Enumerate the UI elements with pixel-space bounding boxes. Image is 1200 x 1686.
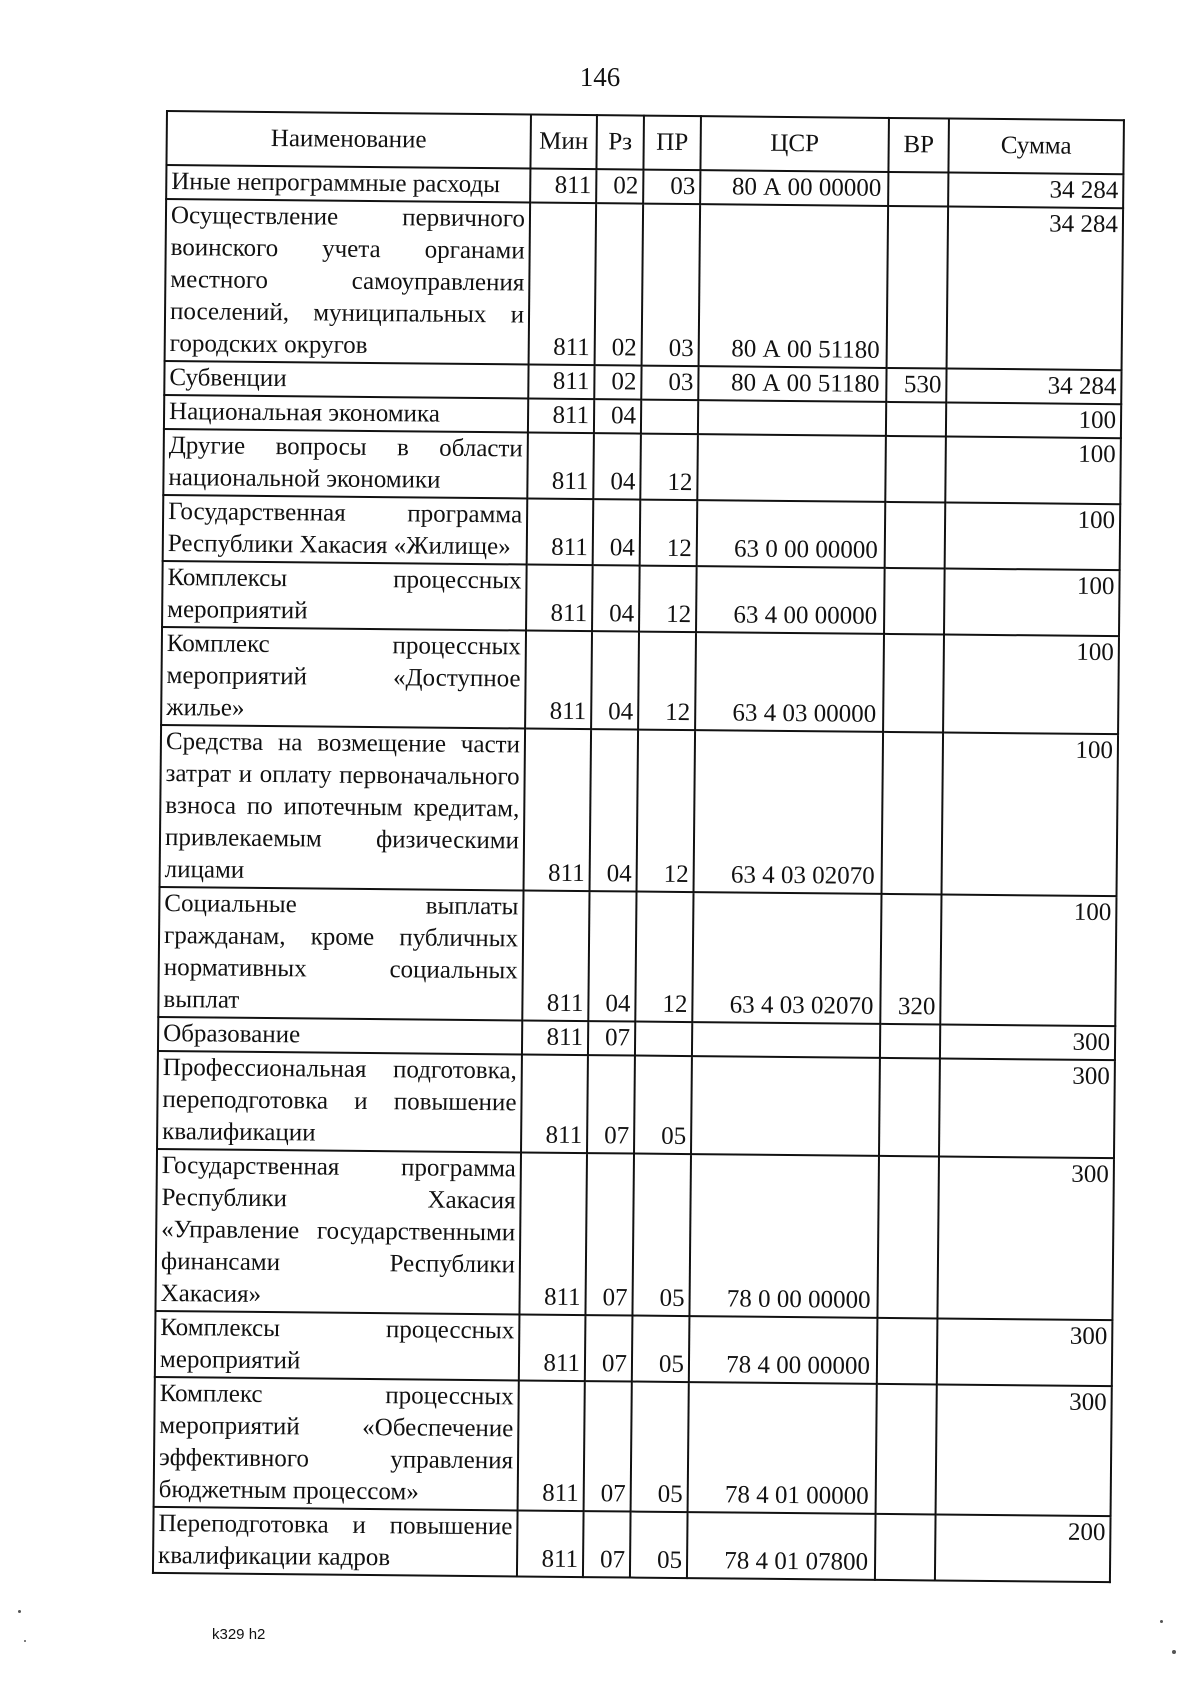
cell-name: Комплекс процессных мероприятий «Обеспечение эффективного управления бюджетным процессом» [154,1377,519,1510]
page-number: 146 [579,62,621,92]
cell-min: 811 [529,202,597,365]
cell-csr: 63 4 00 00000 [696,566,885,634]
cell-min: 811 [528,364,594,399]
cell-csr: 80 А 00 51180 [699,204,889,368]
cell-csr [697,434,886,502]
cell-vr: 320 [880,894,941,1025]
cell-name: Комплекс процессных мероприятий «Доступное жилье» [161,627,526,728]
cell-min: 811 [519,1152,587,1315]
cell-name: Переподготовка и повышение квалификации кадров [153,1507,518,1576]
scan-speck [1172,1650,1176,1654]
cell-csr: 63 4 03 00000 [695,632,884,732]
budget-allocation-table [152,110,1125,1583]
cell-pr: 12 [638,632,696,731]
header-name: Наименование [166,111,531,168]
cell-vr [879,1058,940,1157]
cell-vr [880,1024,940,1059]
cell-min: 811 [527,432,594,499]
cell-min: 811 [524,728,592,891]
table-row [155,1149,1114,1320]
cell-csr: 78 0 00 00000 [689,1154,879,1318]
table-header-row [166,111,1123,174]
cell-csr: 63 0 00 00000 [697,500,886,568]
table-row [163,495,1121,570]
cell-vr [883,634,944,733]
cell-min: 811 [530,169,596,204]
cell-csr [692,1022,880,1058]
table-row [153,1507,1111,1582]
scan-speck [1160,1620,1163,1623]
cell-name: Иные непрограммные расходы [166,165,530,202]
cell-min: 811 [522,1020,588,1055]
cell-rz: 07 [583,1511,631,1577]
cell-rz: 02 [594,365,641,399]
scan-speck [18,1610,21,1613]
cell-rz: 07 [588,1021,635,1055]
table-row [162,561,1120,636]
cell-rz: 04 [591,631,639,729]
cell-name: Средства на возмещение части затрат и оплату первоначального взноса по ипотечным кредитам, привлекаемым физическими лицами [160,725,526,890]
cell-vr [884,568,945,635]
cell-min: 811 [518,1380,585,1511]
cell-pr: 05 [632,1154,691,1317]
cell-name: Социальные выплаты гражданам, кроме публичных нормативных социальных выплат [158,887,523,1020]
cell-name: Государственная программа Республики Хакасия «Жилище» [163,495,528,564]
cell-amount: 100 [940,894,1116,1026]
cell-vr [885,436,946,503]
cell-min: 811 [521,1054,588,1153]
cell-csr: 78 4 01 00000 [688,1382,877,1514]
cell-amount: 300 [939,1058,1115,1158]
cell-name: Другие вопросы в области национальной экономики [163,429,528,498]
cell-csr: 63 4 03 02070 [692,892,881,1024]
cell-rz: 02 [595,203,644,365]
cell-csr: 80 А 00 00000 [700,170,888,206]
cell-name: Комплексы процессных мероприятий [162,561,527,630]
cell-min: 811 [522,890,589,1021]
cell-rz: 04 [590,729,639,891]
cell-rz: 04 [593,499,641,565]
cell-rz: 02 [596,169,643,203]
cell-csr: 63 4 03 02070 [694,730,884,894]
cell-csr: 78 4 00 00000 [689,1316,878,1384]
table-row [158,887,1116,1026]
cell-amount: 300 [937,1156,1114,1320]
cell-vr [875,1514,936,1581]
cell-amount: 34 284 [948,173,1123,209]
header-amount: Сумма [948,119,1124,175]
cell-csr: 78 4 01 07800 [687,1512,876,1580]
cell-name: Комплексы процессных мероприятий [155,1311,520,1380]
cell-vr [877,1318,938,1385]
cell-amount: 300 [940,1024,1115,1060]
header-csr: ЦСР [700,116,889,172]
cell-pr: 12 [639,566,697,633]
cell-rz: 07 [584,1381,632,1511]
footer-code: k329 h2 [212,1626,266,1643]
cell-amount: 100 [945,502,1121,570]
cell-pr: 12 [635,892,693,1023]
cell-rz: 04 [588,891,636,1021]
cell-rz: 07 [585,1315,633,1381]
header-rz: Рз [596,115,644,169]
cell-min: 811 [525,630,592,729]
cell-vr [882,732,944,895]
cell-pr: 05 [634,1056,692,1155]
cell-csr: 80 А 00 51180 [698,366,886,402]
table-row [154,1377,1112,1516]
cell-amount: 100 [943,634,1119,734]
cell-pr: 03 [643,170,700,205]
table-row [161,627,1119,734]
cell-vr [885,502,946,569]
cell-pr: 05 [631,1382,689,1513]
cell-amount: 100 [942,732,1119,896]
cell-pr: 05 [632,1316,690,1383]
cell-pr: 12 [637,730,696,893]
cell-min: 811 [528,398,594,433]
cell-amount: 300 [936,1384,1112,1516]
cell-rz: 04 [593,433,641,499]
cell-amount: 100 [944,568,1120,636]
cell-amount: 34 284 [947,207,1124,371]
cell-csr [691,1056,880,1156]
cell-rz: 07 [587,1055,635,1153]
cell-vr [877,1156,939,1319]
scan-speck [24,1640,26,1642]
cell-vr: 530 [886,368,946,403]
header-pr: ПР [643,116,701,171]
cell-amount: 34 284 [946,369,1121,405]
cell-csr [698,400,886,436]
cell-name: Национальная экономика [164,395,528,432]
cell-min: 811 [519,1314,586,1381]
cell-amount: 200 [935,1514,1111,1582]
cell-rz: 04 [592,565,640,631]
cell-vr [876,1384,937,1515]
cell-pr: 12 [640,500,698,567]
cell-amount: 300 [937,1318,1113,1386]
cell-amount: 100 [946,403,1121,439]
cell-pr: 12 [640,434,698,501]
cell-name: Образование [158,1017,522,1054]
cell-amount: 100 [945,437,1121,505]
cell-pr [641,400,698,435]
cell-pr: 05 [630,1512,688,1579]
cell-min: 811 [526,564,593,631]
cell-rz: 04 [594,399,641,433]
cell-pr: 03 [642,204,701,367]
cell-name: Осуществление первичного воинского учета органами местного самоуправления поселений, муниципальных и городских округов [165,199,531,364]
cell-name: Государственная программа Республики Хакасия «Управление государственными финансами Республики Хакасия» [155,1149,521,1314]
cell-pr: 03 [641,366,698,401]
cell-min: 811 [517,1510,584,1577]
cell-rz: 07 [585,1153,634,1315]
cell-min: 811 [527,498,594,565]
table-body [153,165,1123,1582]
cell-pr [635,1022,692,1057]
table-row [155,1311,1113,1386]
cell-vr [887,206,949,369]
table-row [165,199,1124,370]
table-row [163,429,1121,504]
table-row [160,725,1119,896]
cell-vr [888,172,948,207]
header-vr: ВР [888,118,949,173]
cell-name: Профессиональная подготовка, переподготовка и повышение квалификации [157,1051,522,1152]
table-row [157,1051,1115,1158]
cell-vr [886,402,946,437]
header-min: Мин [530,115,597,170]
cell-name: Субвенции [164,361,528,398]
